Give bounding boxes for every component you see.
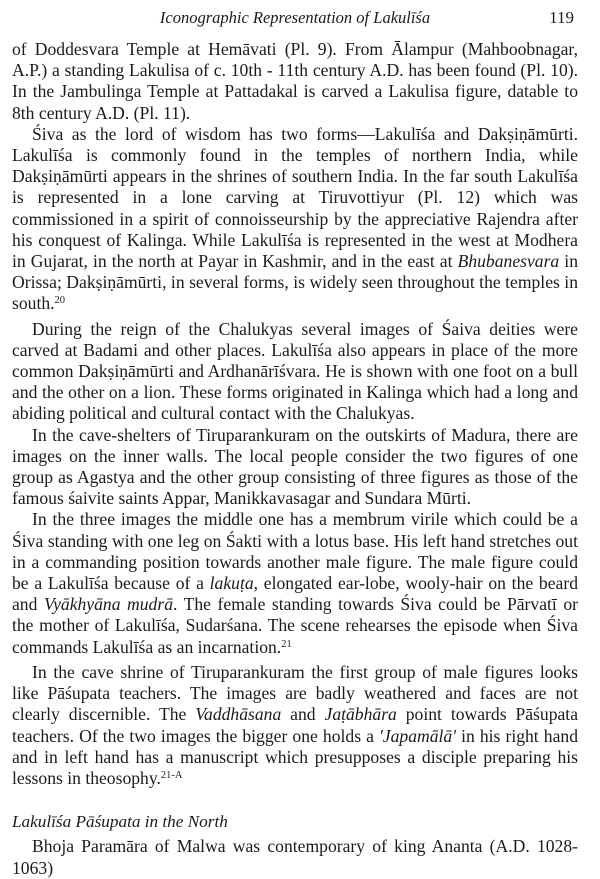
text-run: In the cave shrine of Tiruparankuram the first group of male figures looks like Pāśupata teachers. The images are badly weathered and faces are not clearly discernible. The: [12, 661, 578, 725]
text-run: and: [281, 704, 325, 725]
text-run: point towards Pāśupata teachers. Of the two images the bigger one holds a: [12, 704, 579, 746]
paragraph: [12, 662, 578, 789]
running-head: Iconographic Representation of Lakulīśa: [159, 8, 431, 27]
text-run: in Orissa; Dakṣiṇāmūrti, in several forms, is widely seen throughout the temples in south.: [12, 251, 578, 314]
section-heading: Lakulīśa Pāśupata in the North: [12, 812, 228, 832]
text-run: During the reign of the Chalukyas several images of Śaiva deities were carved at Badami and other places. Lakulīśa also appears in place of the more common Dakṣiṇāmūrti and Ardhanārīśvara. He is shown with one foot on a bull and the other on a lion. These forms originated in Kalinga which had a long and abiding political and cultural contact with the Chalukyas.: [12, 318, 578, 424]
page-header: [12, 5, 578, 29]
italic-term: Jaṭābhāra: [324, 704, 397, 725]
page-number: 119: [549, 8, 574, 27]
footnote-ref: 21-A: [160, 769, 183, 781]
italic-term: Bhubanesvara: [457, 251, 560, 272]
paragraph: [12, 39, 578, 124]
paragraph: [12, 319, 578, 425]
text-run: In the three images the middle one has a membrum virile which could be a Śiva standing with one leg on Śakti with a lotus base. His left hand stretches out in a commanding position towards another male figure. The male figure could be a Lakulīśa because of a: [12, 509, 578, 594]
paragraph: [12, 509, 578, 657]
text-run: of Doddesvara Temple at Hemāvati (Pl. 9). From Ālampur (Mahboobnagar, A.P.) a standing Lakulisa of c. 10th - 11th century A.D. has been found (Pl. 10). In the Jambulinga Temple at Pattadakal is carved a Lakulisa figure, datable to 8th century A.D. (Pl. 11).: [12, 39, 578, 123]
paragraph: Bhoja Paramāra of Malwa was contemporary of king Ananta (A.D. 1028-1063): [12, 836, 578, 878]
italic-term: Vaddhāsana: [195, 704, 282, 725]
italic-term: lakuṭa: [209, 573, 254, 594]
footnote-ref: 20: [54, 295, 66, 307]
text-run: , elongated ear-lobe, wooly-hair on the beard and: [12, 573, 578, 615]
paragraph: [12, 425, 578, 510]
footnote-ref: 21: [281, 638, 292, 650]
text-run: in his right hand and in left hand has a manuscript which presupposes a disciple preparing his lessons in theosophy.: [12, 725, 578, 788]
text-run: . The female standing towards Śiva could be Pārvatī or the mother of Lakulīśa, Sudarśana. The scene rehearses the episode when Śiva commands Lakulīśa as an incarnation.: [12, 594, 578, 657]
text-run: In the cave-shelters of Tiruparankuram on the outskirts of Madura, there are images on the inner walls. The local people consider the two figures of one group as Agastya and the other group consisting of three figures as those of the famous śaivite saints Appar, Manikkavasagar and Sundara Mūrti.: [12, 424, 578, 509]
body-text: [12, 39, 578, 879]
paragraph: [12, 124, 578, 315]
italic-term: 'Japamālā': [379, 725, 456, 746]
text-run: Śiva as the lord of wisdom has two forms—Lakulīśa and Dakṣiṇāmūrti. Lakulīśa is commonly found in the temples of northern India, while Dakṣiṇāmūrti appears in the shrines of southern India. In the far south Lakulīśa is represented in a lone carving at Tiruvottiyur (Pl. 12) which was commissioned in a spirit of connoisseurship by the appreciative Rajendra after his conquest of Kalinga. While Lakulīśa is represented in the west at Modhera in Gujarat, in the north at Payar in Kashmir, and in the east at: [12, 123, 578, 272]
italic-term: Vyākhyāna mudrā: [43, 594, 173, 615]
